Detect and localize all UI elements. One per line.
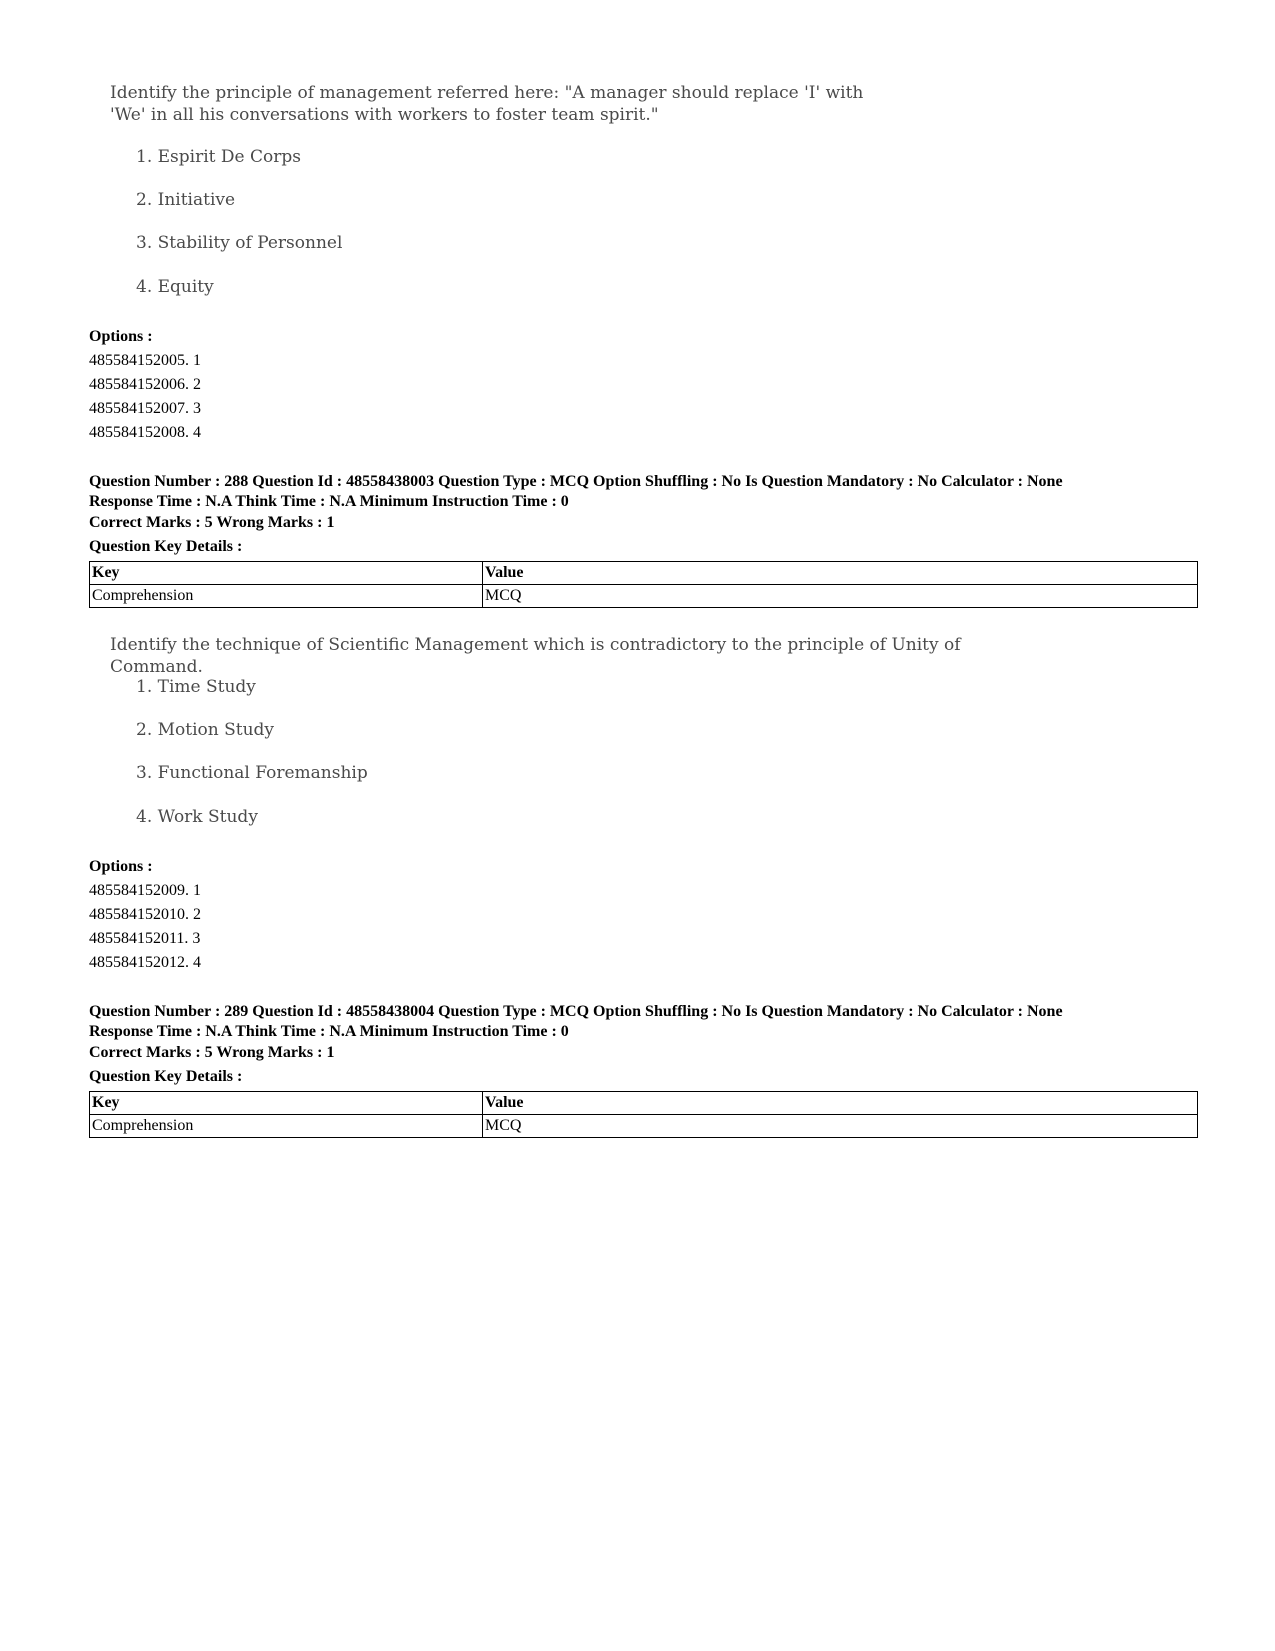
option-item: 485584152008. 4 — [89, 424, 201, 441]
option-item: 485584152011. 3 — [89, 930, 201, 947]
key-details-label: Question Key Details : — [89, 538, 243, 555]
option-item: 485584152006. 2 — [89, 376, 201, 393]
question-meta — [89, 472, 1199, 512]
option-item: 485584152007. 3 — [89, 400, 201, 417]
table-cell: Comprehension — [90, 585, 483, 608]
answer-choice: 1. Time Study — [136, 677, 256, 697]
option-item: 485584152012. 4 — [89, 954, 201, 971]
table-header-row — [90, 1092, 1198, 1115]
answer-choice: 2. Motion Study — [136, 720, 275, 740]
options-label: Options : — [89, 328, 153, 345]
question-meta-line: Question Number : 289 Question Id : 48558438004 Question Type : MCQ Option Shuffling : No Is Question Mandatory : No Calculator : None — [89, 1003, 1063, 1020]
option-item: 485584152005. 1 — [89, 352, 201, 369]
answer-choice: 4. Equity — [136, 277, 214, 297]
answer-choice: 3. Stability of Personnel — [136, 233, 343, 253]
question-meta — [89, 1002, 1199, 1042]
options-list — [89, 855, 201, 975]
table-row — [90, 585, 1198, 608]
answer-choice: 1. Espirit De Corps — [136, 147, 301, 167]
key-details-table — [89, 561, 1198, 608]
table-header-cell: Value — [483, 562, 1198, 585]
question-image — [110, 634, 1010, 834]
options-list — [89, 325, 201, 445]
question-meta-line: Response Time : N.A Think Time : N.A Minimum Instruction Time : 0 — [89, 493, 569, 510]
answer-choice: 4. Work Study — [136, 807, 258, 827]
table-cell: Comprehension — [90, 1115, 483, 1138]
table-header-cell: Key — [90, 1092, 483, 1115]
question-image — [110, 82, 1010, 312]
table-row — [90, 1115, 1198, 1138]
option-item: 485584152009. 1 — [89, 882, 201, 899]
table-header-row — [90, 562, 1198, 585]
answer-choice: 2. Initiative — [136, 190, 236, 210]
question-meta-line: Question Number : 288 Question Id : 48558438003 Question Type : MCQ Option Shuffling : No Is Question Mandatory : No Calculator : None — [89, 473, 1063, 490]
question-stem: Identify the technique of Scientific Management which is contradictory to the principle of Unity of Command. — [110, 635, 961, 677]
key-details-table — [89, 1091, 1198, 1138]
marks-line: Correct Marks : 5 Wrong Marks : 1 — [89, 514, 335, 531]
option-item: 485584152010. 2 — [89, 906, 201, 923]
question-meta-line: Response Time : N.A Think Time : N.A Minimum Instruction Time : 0 — [89, 1023, 569, 1040]
answer-choice: 3. Functional Foremanship — [136, 763, 368, 783]
table-header-cell: Key — [90, 562, 483, 585]
question-stem: Identify the principle of management referred here: "A manager should replace 'I' with 'We' in all his conversations with workers to foster team spirit." — [110, 83, 864, 125]
table-cell: MCQ — [483, 585, 1198, 608]
table-cell: MCQ — [483, 1115, 1198, 1138]
options-label: Options : — [89, 858, 153, 875]
table-header-cell: Value — [483, 1092, 1198, 1115]
marks-line: Correct Marks : 5 Wrong Marks : 1 — [89, 1044, 335, 1061]
key-details-label: Question Key Details : — [89, 1068, 243, 1085]
